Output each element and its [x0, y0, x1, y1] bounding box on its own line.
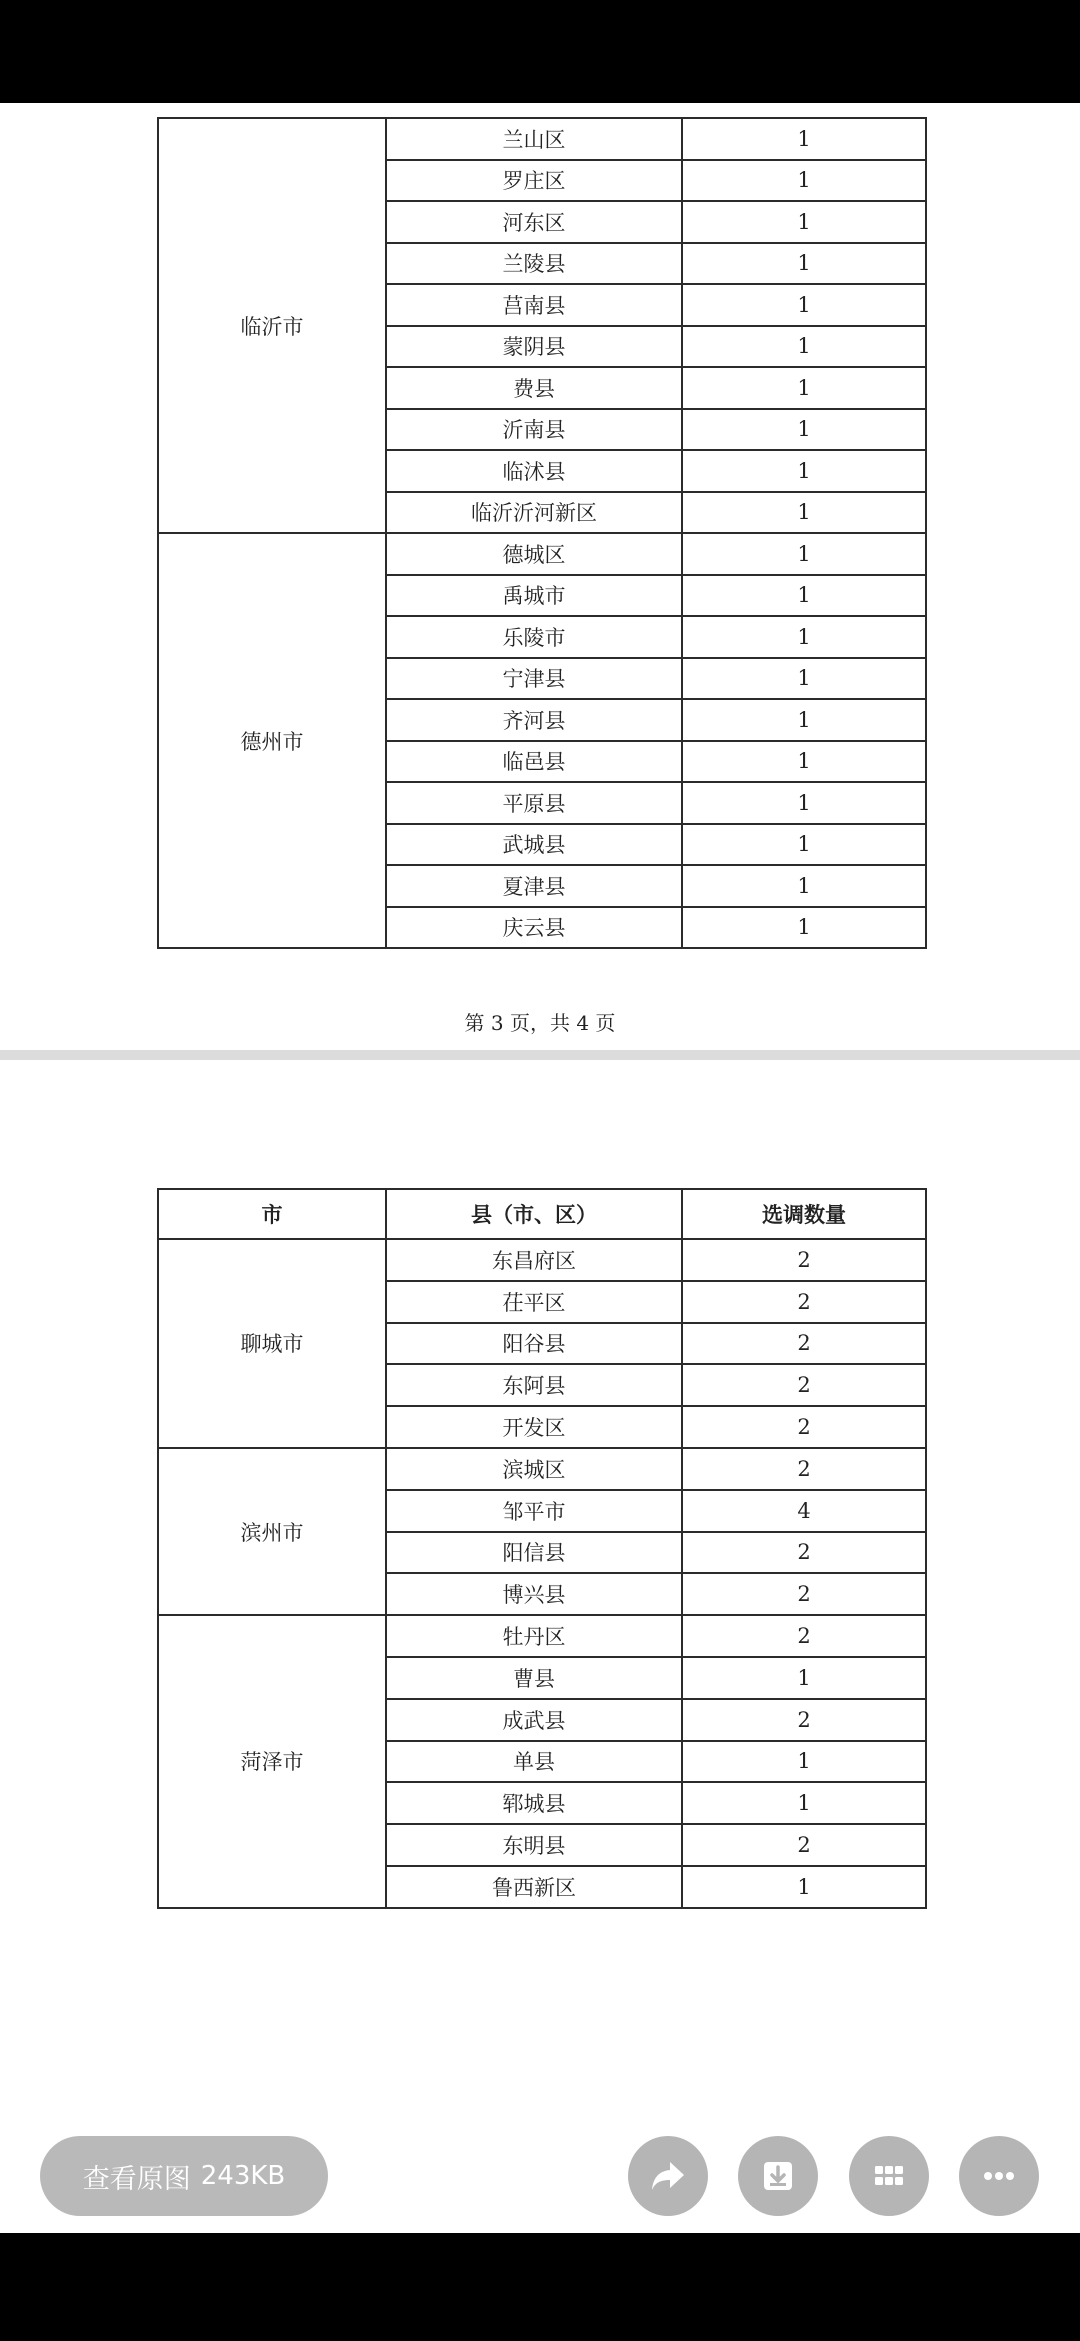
city-cell: 菏泽市	[158, 1615, 386, 1908]
quota-cell: 2	[682, 1573, 926, 1615]
quota-cell: 1	[682, 658, 926, 700]
county-cell: 开发区	[386, 1406, 682, 1448]
county-cell: 临沂沂河新区	[386, 492, 682, 534]
quota-cell: 2	[682, 1239, 926, 1281]
file-size: 243KB	[200, 2161, 286, 2191]
header-quota: 选调数量	[682, 1189, 926, 1239]
document-page-3	[0, 103, 1080, 1050]
county-cell: 临沭县	[386, 450, 682, 492]
county-cell: 宁津县	[386, 658, 682, 700]
county-cell: 武城县	[386, 824, 682, 866]
county-cell: 平原县	[386, 782, 682, 824]
quota-cell: 1	[682, 907, 926, 949]
download-button[interactable]	[738, 2136, 818, 2216]
county-cell: 河东区	[386, 201, 682, 243]
header-city: 市	[158, 1189, 386, 1239]
share-icon	[648, 2156, 688, 2196]
page-footer: 第 3 页，共 4 页	[464, 1011, 616, 1035]
status-bar-area	[0, 0, 1080, 103]
quota-cell: 1	[682, 492, 926, 534]
county-cell: 曹县	[386, 1657, 682, 1699]
county-cell: 费县	[386, 367, 682, 409]
table-row	[158, 118, 926, 160]
quota-cell: 2	[682, 1699, 926, 1741]
quota-cell: 1	[682, 326, 926, 368]
county-cell: 阳谷县	[386, 1323, 682, 1365]
quota-cell: 2	[682, 1448, 926, 1490]
quota-cell: 2	[682, 1281, 926, 1323]
county-cell: 兰山区	[386, 118, 682, 160]
quota-cell: 1	[682, 118, 926, 160]
quota-cell: 1	[682, 1866, 926, 1908]
quota-cell: 1	[682, 1782, 926, 1824]
quota-cell: 1	[682, 741, 926, 783]
quota-cell: 1	[682, 782, 926, 824]
quota-cell: 1	[682, 367, 926, 409]
quota-cell: 1	[682, 201, 926, 243]
header-county: 县（市、区）	[386, 1189, 682, 1239]
view-original-label: 查看原图	[82, 2163, 191, 2195]
city-cell: 德州市	[158, 533, 386, 948]
county-cell: 单县	[386, 1741, 682, 1783]
county-cell: 乐陵市	[386, 616, 682, 658]
grid-button[interactable]	[849, 2136, 929, 2216]
county-cell: 蒙阴县	[386, 326, 682, 368]
county-cell: 德城区	[386, 533, 682, 575]
quota-cell: 1	[682, 450, 926, 492]
table-row	[158, 533, 926, 575]
city-cell: 聊城市	[158, 1239, 386, 1448]
table-row	[158, 1615, 926, 1657]
county-cell: 庆云县	[386, 907, 682, 949]
quota-cell: 1	[682, 533, 926, 575]
quota-cell: 1	[682, 865, 926, 907]
county-cell: 邹平市	[386, 1490, 682, 1532]
county-cell: 滨城区	[386, 1448, 682, 1490]
quota-cell: 1	[682, 243, 926, 285]
county-cell: 禹城市	[386, 575, 682, 617]
county-cell: 成武县	[386, 1699, 682, 1741]
county-cell: 郓城县	[386, 1782, 682, 1824]
quota-cell: 2	[682, 1364, 926, 1406]
quota-cell: 1	[682, 616, 926, 658]
allocation-table-page-4	[157, 1188, 927, 1909]
document-page-4	[0, 1060, 1080, 2233]
navigation-bar-area	[0, 2233, 1080, 2341]
quota-cell: 2	[682, 1615, 926, 1657]
county-cell: 沂南县	[386, 409, 682, 451]
county-cell: 莒南县	[386, 284, 682, 326]
county-cell: 东昌府区	[386, 1239, 682, 1281]
county-cell: 鲁西新区	[386, 1866, 682, 1908]
quota-cell: 2	[682, 1323, 926, 1365]
county-cell: 牡丹区	[386, 1615, 682, 1657]
share-button[interactable]	[628, 2136, 708, 2216]
county-cell: 东明县	[386, 1824, 682, 1866]
table-row	[158, 1448, 926, 1490]
city-cell: 临沂市	[158, 118, 386, 533]
page-divider	[0, 1050, 1080, 1060]
quota-cell: 2	[682, 1406, 926, 1448]
quota-cell: 1	[682, 409, 926, 451]
county-cell: 博兴县	[386, 1573, 682, 1615]
allocation-table-page-3	[157, 117, 927, 949]
grid-icon	[869, 2156, 909, 2196]
county-cell: 齐河县	[386, 699, 682, 741]
city-cell: 滨州市	[158, 1448, 386, 1615]
quota-cell: 1	[682, 575, 926, 617]
quota-cell: 4	[682, 1490, 926, 1532]
quota-cell: 2	[682, 1824, 926, 1866]
quota-cell: 1	[682, 699, 926, 741]
quota-cell: 1	[682, 824, 926, 866]
table-row	[158, 1239, 926, 1281]
quota-cell: 1	[682, 1657, 926, 1699]
quota-cell: 2	[682, 1532, 926, 1574]
county-cell: 阳信县	[386, 1532, 682, 1574]
county-cell: 东阿县	[386, 1364, 682, 1406]
county-cell: 兰陵县	[386, 243, 682, 285]
more-icon	[979, 2156, 1019, 2196]
county-cell: 临邑县	[386, 741, 682, 783]
quota-cell: 1	[682, 284, 926, 326]
view-original-button[interactable]	[40, 2136, 328, 2216]
more-button[interactable]	[959, 2136, 1039, 2216]
county-cell: 茌平区	[386, 1281, 682, 1323]
download-icon	[758, 2156, 798, 2196]
county-cell: 罗庄区	[386, 160, 682, 202]
quota-cell: 1	[682, 1741, 926, 1783]
county-cell: 夏津县	[386, 865, 682, 907]
quota-cell: 1	[682, 160, 926, 202]
